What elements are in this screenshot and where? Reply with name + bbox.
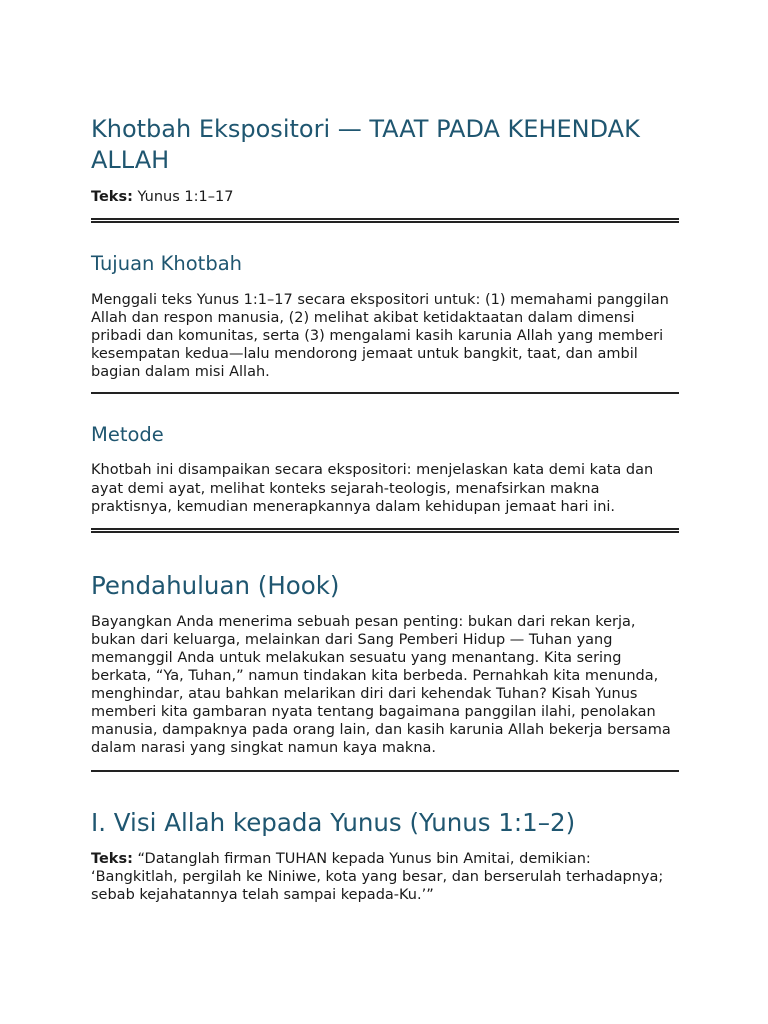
section-heading-visi: I. Visi Allah kepada Yunus (Yunus 1:1–2) bbox=[91, 807, 576, 837]
section-heading-metode: Metode bbox=[91, 423, 164, 447]
scripture-quote: “Datanglah firman TUHAN kepada Yunus bin Amitai, demikian: ‘Bangkitlah, pergilah ke Niniwe, kota yang besar, dan berserulah terhadapnya; sebab kejahatannya telah sampai kepada-Ku.’” bbox=[91, 850, 664, 903]
section-body-pendahuluan: Bayangkan Anda menerima sebuah pesan penting: bukan dari rekan kerja, bukan dari keluarga, melainkan dari Sang Pemberi Hidup — Tuhan yang memanggil Anda untuk melakukan sesuatu yang menantang. Kita sering berkata, “Ya, Tuhan,” namun tindakan kita berbeda. Pernahkah kita menunda, menghindar, atau bahkan melarikan diri dari kehendak Tuhan? Kisah Yunus memberi kita gambaran nyata tentang bagaimana panggilan ilahi, penolakan manusia, dampaknya pada orang lain, dan kasih karunia Allah bekerja bersama dalam narasi yang singkat namun kaya makna. bbox=[91, 613, 671, 757]
document-page bbox=[91, 114, 679, 904]
text-reference: Yunus 1:1–17 bbox=[137, 189, 234, 205]
section-body-metode: Khotbah ini disampaikan secara ekspositori: menjelaskan kata demi kata dan ayat demi ayat, melihat konteks sejarah-teologis, menafsirkan makna praktisnya, kemudian menerapkannya dalam kehidupan jemaat hari ini. bbox=[91, 462, 654, 515]
section-divider bbox=[91, 392, 679, 394]
section-divider bbox=[91, 770, 679, 772]
text-reference-line bbox=[91, 188, 679, 206]
document-title: Khotbah Ekspositori — TAAT PADA KEHENDAK ALLAH bbox=[91, 115, 640, 174]
section-heading-tujuan: Tujuan Khotbah bbox=[91, 252, 243, 275]
section-divider bbox=[91, 528, 679, 533]
text-label: Teks: bbox=[91, 850, 133, 867]
section-divider bbox=[91, 218, 679, 223]
text-label: Teks: bbox=[91, 189, 133, 205]
section-body-tujuan: Menggali teks Yunus 1:1–17 secara ekspositori untuk: (1) memahami panggilan Allah dan respon manusia, (2) melihat akibat ketidaktaatan dalam dimensi pribadi dan komunitas, serta (3) mengalami kasih karunia Allah yang memberi kesempatan kedua—lalu mendorong jemaat untuk bangkit, taat, dan ambil bagian dalam misi Allah. bbox=[91, 292, 669, 381]
section-heading-pendahuluan: Pendahuluan (Hook) bbox=[91, 570, 340, 600]
section-body-visi bbox=[91, 850, 679, 904]
